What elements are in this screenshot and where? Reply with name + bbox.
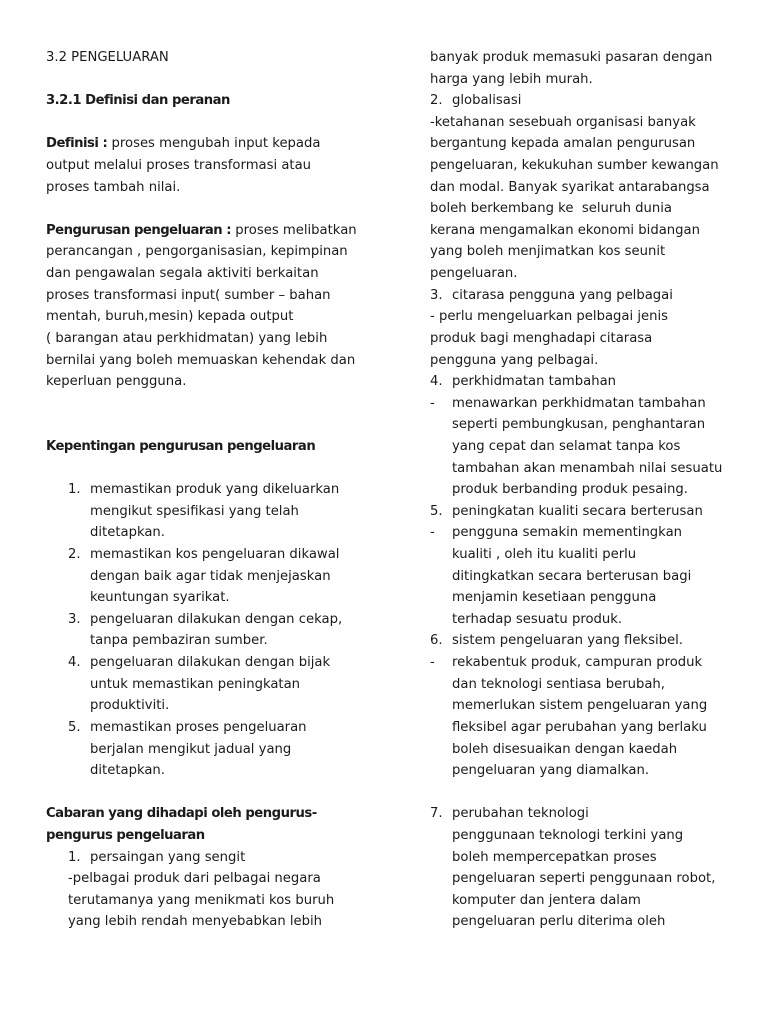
challenge-description-text: menawarkan perkhidmatan tambahan (452, 395, 706, 411)
challenge-description-line: pengeluaran, kekukuhan sumber kewangan (430, 158, 719, 174)
item-number: 1. (68, 482, 81, 498)
item-text: dengan baik agar tidak menjejaskan (90, 568, 331, 584)
challenge-description-line: komputer dan jentera dalam (452, 892, 641, 908)
challenge-description-line: -pelbagai produk dari pelbagai negara (68, 871, 321, 887)
challenge-item (430, 371, 748, 501)
challenge-description-line: fleksibel agar perubahan yang berlaku (452, 719, 707, 735)
challenge-description-line: terutamanya yang menikmati kos buruh (68, 892, 335, 908)
challenge-description-line: kualiti , oleh itu kualiti perlu (452, 547, 637, 563)
challenge-item (430, 285, 748, 371)
definition-line (46, 133, 386, 155)
challenge-description-line (430, 652, 748, 674)
challenge-number: 3. (430, 287, 443, 303)
challenges-heading (46, 803, 386, 846)
challenge-description-line: memerlukan sistem pengeluaran yang (452, 698, 708, 714)
importance-item-line (46, 652, 386, 674)
challenge-title: citarasa pengguna yang pelbagai (452, 287, 673, 303)
importance-list (46, 479, 386, 782)
challenge-title: peningkatan kualiti secara berterusan (452, 503, 703, 519)
management-definition-line: perancangan , pengorganisasian, kepimpinan (46, 244, 348, 260)
importance-item-line (46, 544, 386, 566)
management-definition-line: dan pengawalan segala aktiviti berkaitan (46, 266, 319, 282)
challenge-description-line: dan teknologi sentiasa berubah, (452, 676, 665, 692)
management-definition-line: keperluan pengguna. (46, 374, 187, 390)
item-text: untuk memastikan peningkatan (90, 676, 301, 692)
management-definition-line: mentah, buruh,mesin) kepada output (46, 309, 294, 325)
challenge-description-line: yang cepat dan selamat tanpa kos (452, 438, 681, 454)
challenge-description-line: pengeluaran yang diamalkan. (452, 763, 650, 779)
challenge-item (46, 847, 386, 933)
challenge-description-line: boleh berkembang ke seluruh dunia (430, 201, 673, 217)
challenge-item (430, 90, 748, 284)
challenge-title-line (430, 90, 748, 112)
importance-item (46, 479, 386, 544)
challenge-description-line: seperti pembungkusan, penghantaran (452, 417, 706, 433)
challenge-description-line (430, 393, 748, 415)
challenge-number: 6. (430, 633, 443, 649)
management-definition-line (46, 220, 386, 242)
challenge-description-line: ditingkatkan secara berterusan bagi (452, 568, 692, 584)
importance-heading: Kepentingan pengurusan pengeluaran (46, 438, 316, 454)
item-text: mengikut spesifikasi yang telah (90, 503, 299, 519)
item-text: produktiviti. (90, 698, 170, 714)
importance-item (46, 544, 386, 609)
challenge-description-line: pengeluaran. (430, 266, 518, 282)
challenge-description-line: harga yang lebih murah. (430, 71, 593, 87)
bullet-dash: - (430, 395, 435, 411)
challenge-description-line: menjamin kesetiaan pengguna (452, 590, 657, 606)
item-text: ditetapkan. (90, 525, 165, 541)
challenge-title: persaingan yang sengit (90, 849, 246, 865)
bullet-dash: - (430, 655, 435, 671)
challenge-description-line: yang boleh menjimatkan kos seunit (430, 244, 666, 260)
challenge-description-line: yang lebih rendah menyebabkan lebih (68, 914, 323, 930)
challenge-title-line (430, 285, 748, 307)
management-definition-line: bernilai yang boleh memuaskan kehendak dan (46, 352, 356, 368)
challenge-description-line: kerana mengamalkan ekonomi bidangan (430, 222, 700, 238)
challenge-description-text: pengguna semakin mementingkan (452, 525, 683, 541)
item-number: 5. (68, 719, 81, 735)
challenge-item (430, 501, 748, 631)
challenge-item (430, 630, 748, 781)
challenge-title: sistem pengeluaran yang fleksibel. (452, 633, 683, 649)
challenge-item-continued (430, 47, 748, 90)
item-text: pengeluaran dilakukan dengan cekap, (90, 611, 343, 627)
challenge-description-line: banyak produk memasuki pasaran dengan (430, 50, 713, 65)
challenge-description-line: terhadap sesuatu produk. (452, 611, 623, 627)
challenge-number: 7. (430, 806, 443, 822)
challenge-description-text: rekabentuk produk, campuran produk (452, 655, 703, 671)
management-definition-term: Pengurusan pengeluaran : (46, 222, 232, 238)
bullet-dash: - (430, 525, 435, 541)
importance-item-line (46, 479, 386, 501)
challenge-title: perkhidmatan tambahan (452, 374, 617, 390)
management-definition-line: ( barangan atau perkhidmatan) yang lebih (46, 330, 328, 346)
challenge-number: 4. (430, 374, 443, 390)
challenge-item (430, 803, 748, 933)
challenge-description-line: tambahan akan menambah nilai sesuatu (452, 460, 723, 476)
challenge-description-line: pengguna yang pelbagai. (430, 352, 599, 368)
definition-text: proses mengubah input kepada (111, 136, 321, 152)
challenge-description-line (430, 522, 748, 544)
challenge-description-line: - perlu mengeluarkan pelbagai jenis (430, 309, 669, 325)
management-definition-text: proses melibatkan (235, 222, 357, 238)
challenge-description-line: pengeluaran seperti penggunaan robot, (452, 871, 716, 887)
challenge-description-line: dan modal. Banyak syarikat antarabangsa (430, 179, 710, 195)
challenge-number: 5. (430, 503, 443, 519)
challenge-description-line: pengeluaran perlu diterima oleh (452, 914, 666, 930)
item-text: tanpa pembaziran sumber. (90, 633, 268, 649)
definition-line: proses tambah nilai. (46, 179, 181, 195)
challenge-description-line: boleh mempercepatkan proses (452, 849, 657, 865)
item-text: ditetapkan. (90, 763, 165, 779)
subsection-heading: 3.2.1 Definisi dan peranan (46, 93, 230, 109)
item-number: 2. (68, 547, 81, 563)
management-definition-line: proses transformasi input( sumber – bahan (46, 287, 331, 303)
challenge-description-line: -ketahanan sesebuah organisasi banyak (430, 114, 696, 130)
section-heading: 3.2 PENGELUARAN (46, 50, 169, 65)
challenge-description-line: bergantung kepada amalan pengurusan (430, 136, 696, 152)
left-column (46, 47, 386, 933)
management-definition-paragraph (46, 220, 386, 393)
challenges-heading-line: pengurus pengeluaran (46, 827, 205, 843)
definition-paragraph (46, 133, 386, 198)
challenge-title: perubahan teknologi (452, 806, 589, 822)
importance-item (46, 652, 386, 717)
definition-line: output melalui proses transformasi atau (46, 158, 312, 174)
challenge-title-line (46, 847, 386, 869)
importance-item-line (46, 609, 386, 631)
item-text: berjalan mengikut jadual yang (90, 741, 292, 757)
definition-term: Definisi : (46, 136, 108, 152)
item-text: memastikan kos pengeluaran dikawal (90, 547, 340, 563)
challenge-description-line: penggunaan teknologi terkini yang (452, 827, 684, 843)
challenge-number: 1. (68, 849, 81, 865)
importance-item (46, 609, 386, 652)
challenge-number: 2. (430, 93, 443, 109)
challenge-description-line: produk bagi menghadapi citarasa (430, 330, 653, 346)
item-text: keuntungan syarikat. (90, 590, 230, 606)
challenges-heading-line: Cabaran yang dihadapi oleh pengurus- (46, 806, 317, 822)
importance-item-line (46, 717, 386, 739)
item-text: pengeluaran dilakukan dengan bijak (90, 655, 331, 671)
challenge-title-line (430, 501, 748, 523)
item-number: 4. (68, 655, 81, 671)
item-number: 3. (68, 611, 81, 627)
challenge-description-line: boleh disesuaikan dengan kaedah (452, 741, 678, 757)
challenge-description-line: produk berbanding produk pesaing. (452, 482, 688, 498)
right-column (430, 47, 748, 933)
challenge-title: globalisasi (452, 93, 522, 109)
importance-item (46, 717, 386, 782)
item-text: memastikan produk yang dikeluarkan (90, 482, 340, 498)
challenge-title-line (430, 630, 748, 652)
item-text: memastikan proses pengeluaran (90, 719, 307, 735)
challenge-title-line (430, 371, 748, 393)
challenge-title-line (430, 803, 748, 825)
